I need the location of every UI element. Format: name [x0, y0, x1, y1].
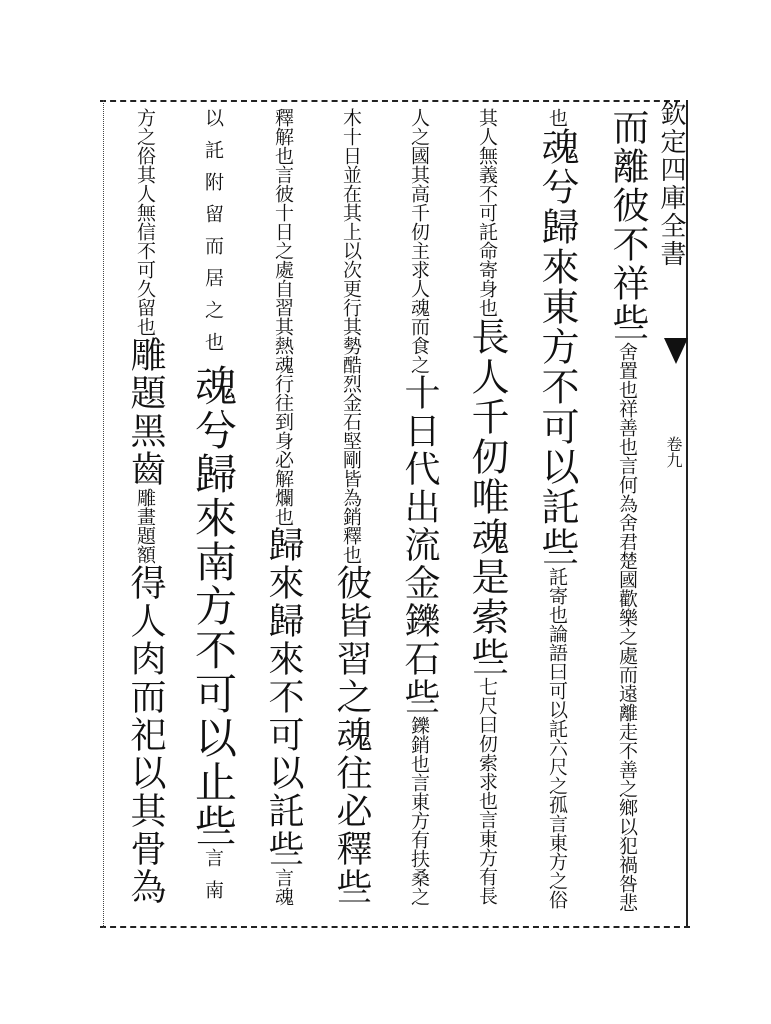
commentary-text: 其人無義不可託命寄身也: [476, 108, 498, 317]
text-column: [322, 108, 380, 906]
commentary-text: 託寄也論語曰可以託六尺之孤言東方之俗: [546, 567, 568, 909]
commentary-text: 方之俗其人無信不可久留也: [134, 108, 156, 336]
commentary-text: 釋解也言彼十日之處自習其熱魂行往到身必解爛也: [272, 108, 294, 526]
text-column: [254, 108, 312, 906]
commentary-text: 木十日並在其上以次更行其勢酷烈金石堅剛皆為銷釋也: [340, 108, 362, 564]
main-text: 魂兮歸來東方不可以託些: [535, 127, 579, 567]
page-frame-left-border: [103, 100, 104, 928]
main-text: 而離彼不祥些: [606, 108, 649, 342]
main-text: 得人肉而祀以其骨為: [125, 564, 166, 906]
page-frame-bottom-border: [100, 926, 690, 928]
commentary-text: 以託附留而居之也: [202, 108, 224, 364]
commentary-text: 雕畫題額: [134, 488, 156, 564]
main-text: 長人千仞唯魂是索些: [465, 317, 509, 677]
text-column: [116, 108, 174, 906]
commentary-text: 舍置也祥善也言何為舍君楚國歡樂之處而遠離走不善之鄉以犯禍咎悲: [616, 342, 638, 912]
page-frame-right-border: [686, 100, 688, 928]
collection-title: 欽定四庫全書: [656, 100, 686, 268]
text-column: [390, 108, 448, 906]
main-text: 魂兮歸來南方不可以止些: [189, 364, 238, 848]
main-text: 雕題黑齒: [125, 336, 166, 488]
page-frame-top-border: [100, 100, 680, 102]
main-text: 彼皆習之魂往必釋些: [331, 564, 372, 906]
commentary-text: 言魂: [272, 868, 294, 906]
volume-number: 卷九: [664, 436, 683, 468]
text-column: [458, 108, 516, 905]
commentary-text: 鑠銷也言東方有扶桑之: [408, 716, 430, 906]
commentary-text: 也: [546, 108, 568, 127]
text-column: [598, 108, 656, 912]
text-column: [184, 108, 242, 912]
text-column: [528, 108, 586, 909]
main-text: 十日代出流金鑠石些: [399, 374, 440, 716]
commentary-text: 人之國其高千仞主求人魂而食之: [408, 108, 430, 374]
commentary-text: 言南: [202, 848, 224, 912]
commentary-text: 七尺曰仞索求也言東方有長: [476, 677, 498, 905]
fishtail-mark-icon: [664, 338, 688, 364]
main-text: 歸來歸來不可以託些: [263, 526, 304, 868]
center-fold-margin: [656, 100, 686, 928]
